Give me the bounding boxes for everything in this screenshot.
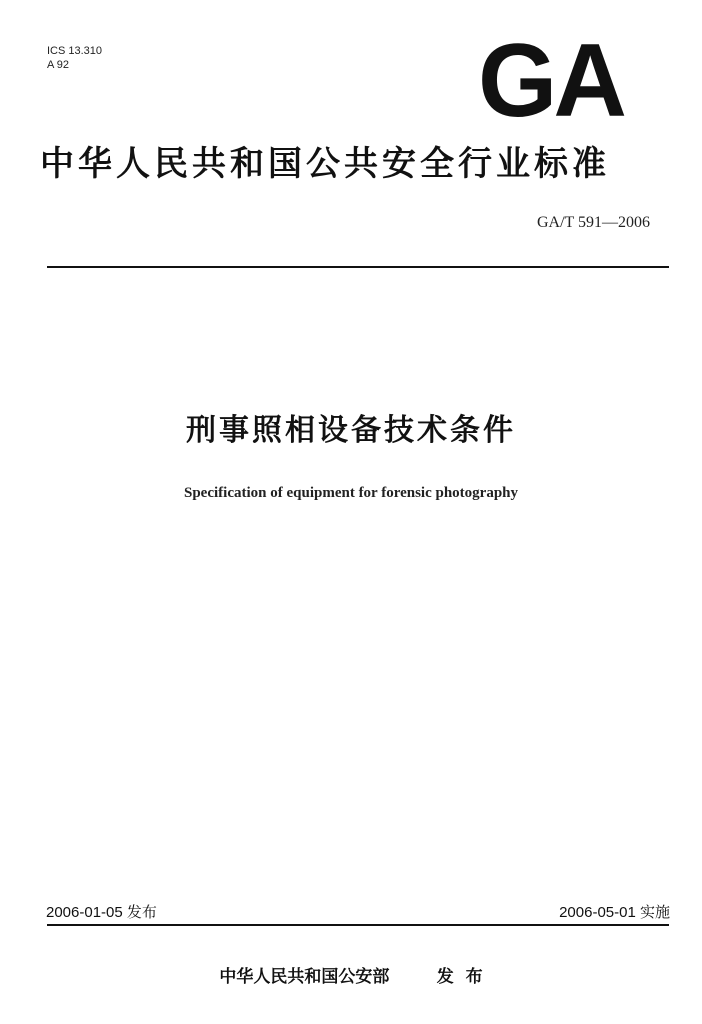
classification-codes xyxy=(47,44,102,72)
class-code: A 92 xyxy=(47,59,70,71)
ga-logo: GA xyxy=(478,23,624,139)
standard-code: GA/T 591—2006 xyxy=(536,214,650,231)
standard-organization: 中华人民共和国公共安全行业标准 xyxy=(40,144,610,184)
top-divider xyxy=(47,266,669,268)
issue-date: 2006-01-05 发布 xyxy=(46,904,157,921)
implementation-date: 2006-05-01 实施 xyxy=(559,904,670,921)
document-title-english: Specification of equipment for forensic photography xyxy=(183,485,519,501)
document-title-chinese: 刑事照相设备技术条件 xyxy=(186,413,516,448)
ics-code: ICS 13.310 xyxy=(47,45,103,57)
publish-label: 发 布 xyxy=(436,967,483,987)
publisher-name: 中华人民共和国公安部 xyxy=(219,967,390,987)
bottom-divider xyxy=(47,924,669,926)
publisher-line xyxy=(0,966,702,988)
